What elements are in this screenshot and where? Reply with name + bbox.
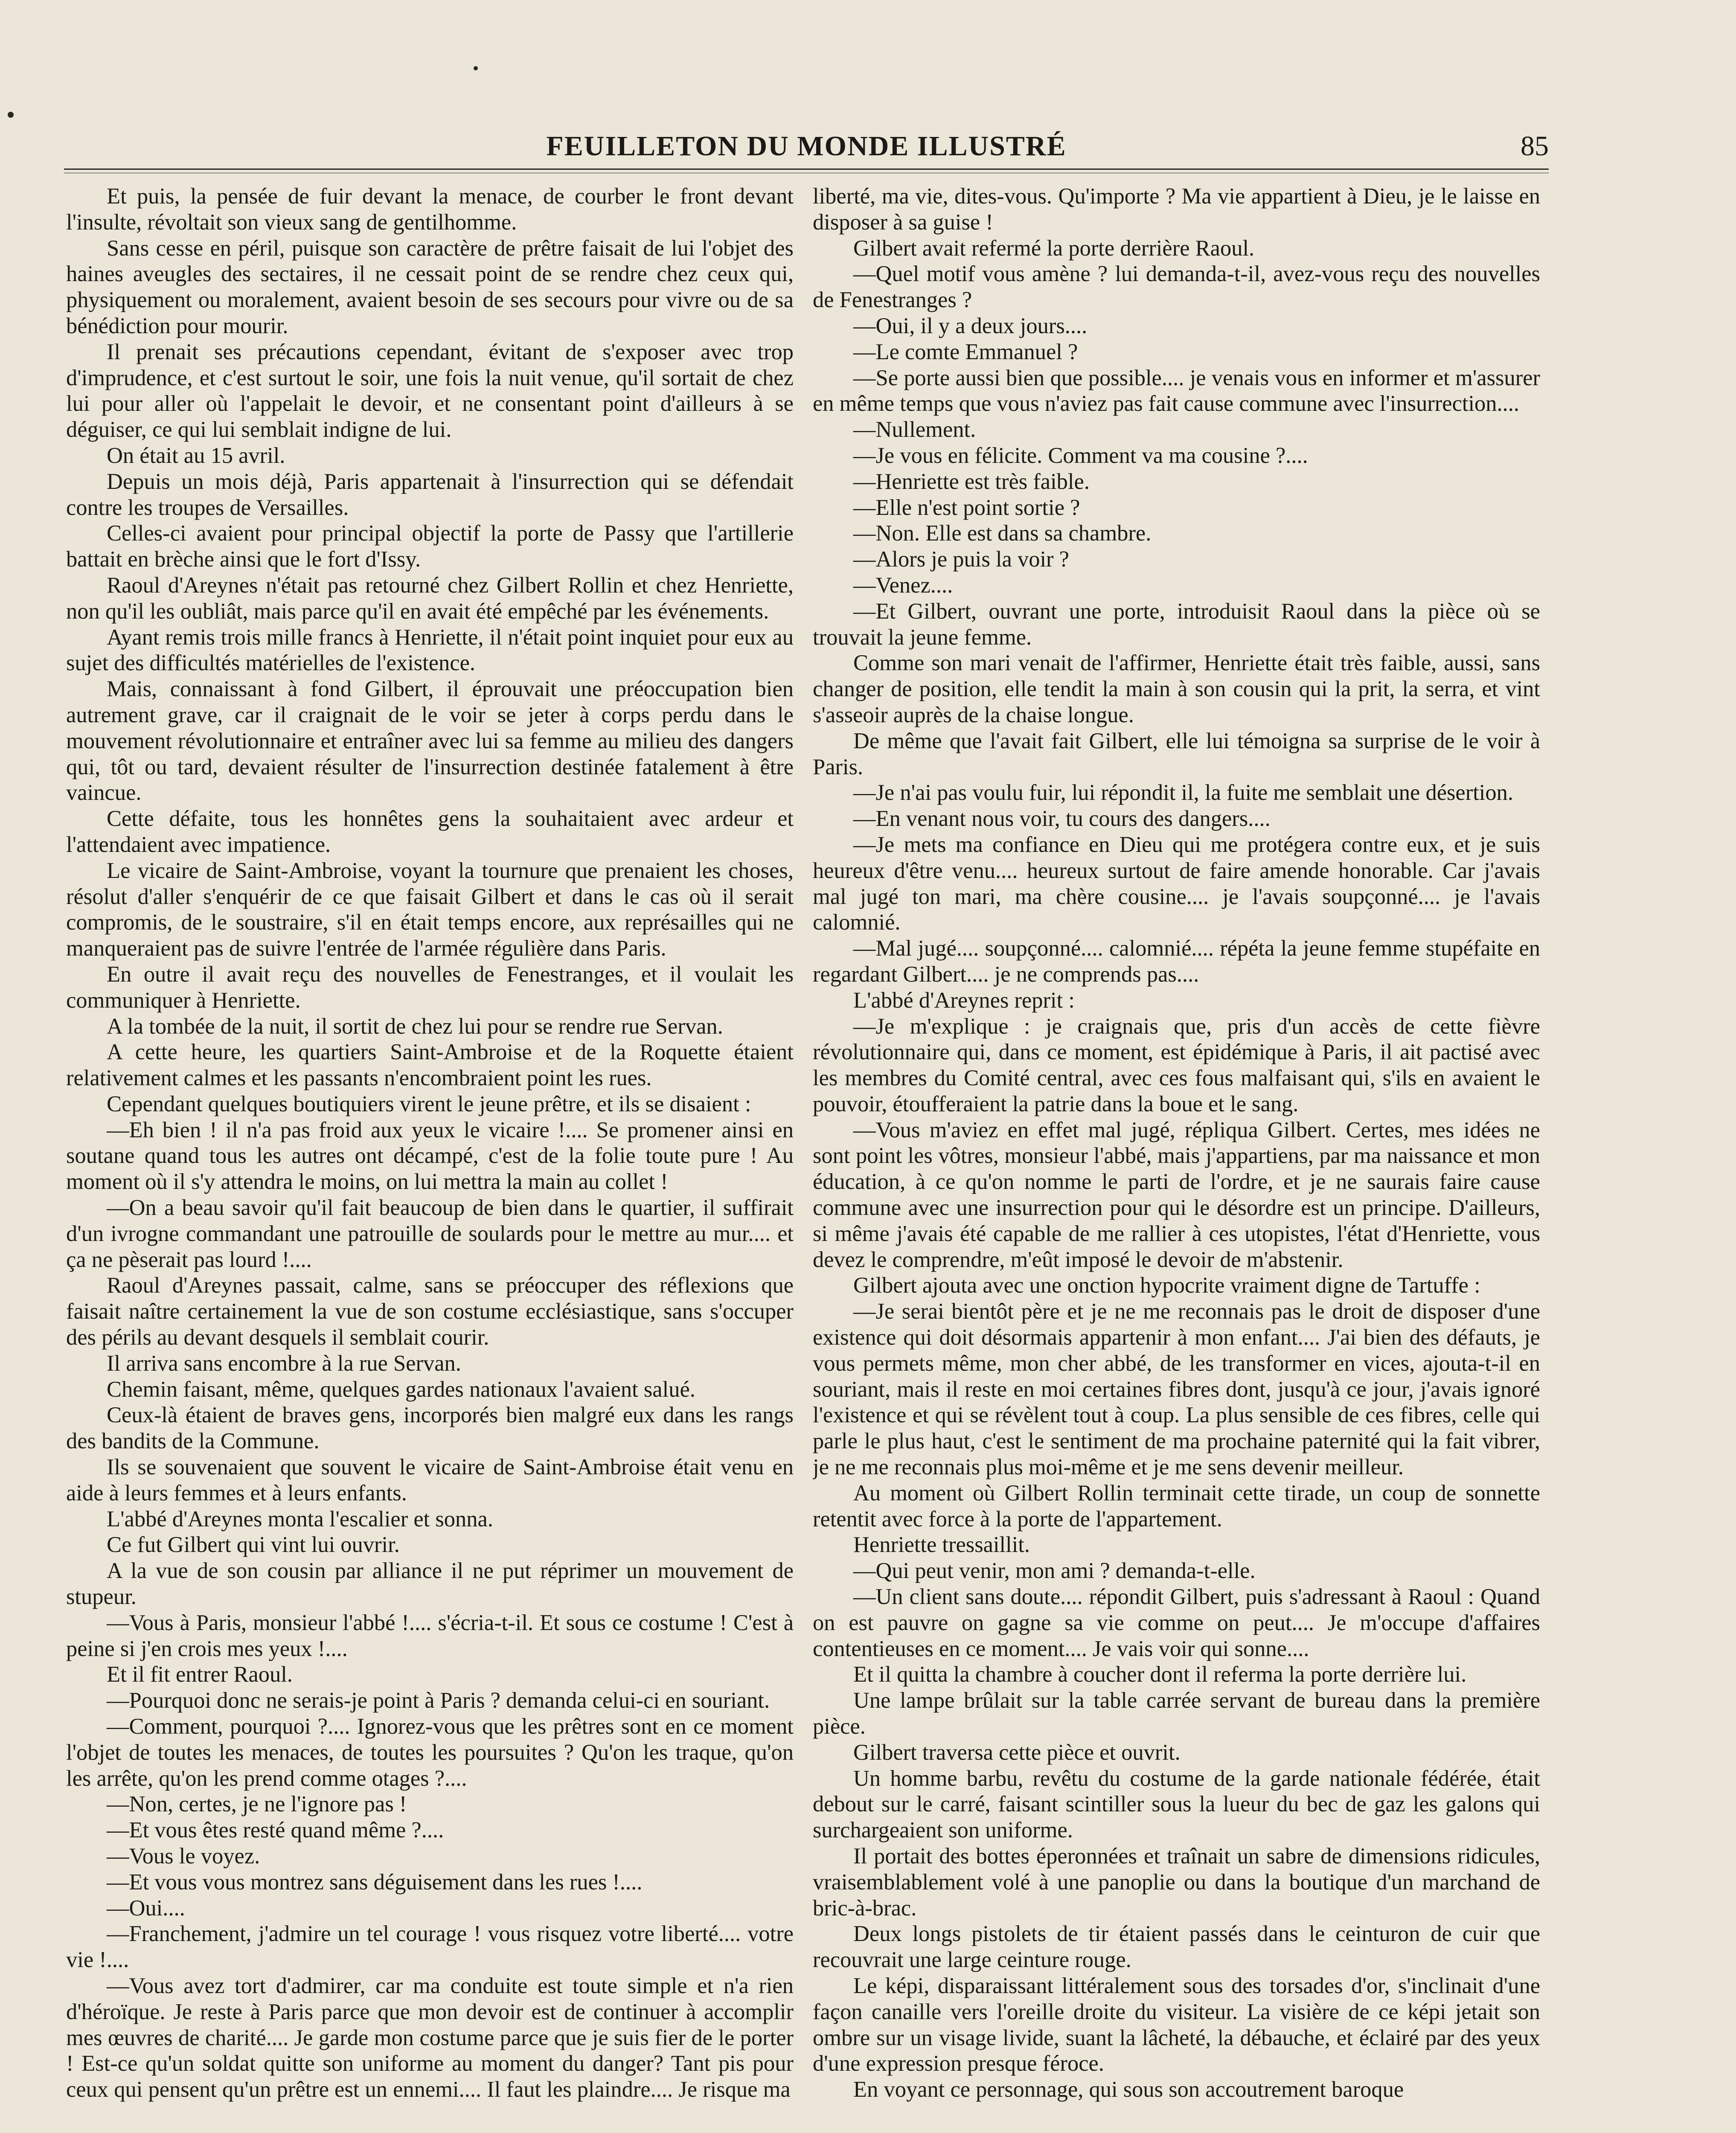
paragraph: Le képi, disparaissant littéralement sous des torsades d'or, s'inclinait d'une façon canaille vers l'oreille droite du visiteur. La visière de ce képi jetait son ombre sur un visage livide, suant la lâcheté, la débauche, et éclairé par des yeux d'une expression presque féroce. xyxy=(813,1973,1540,2076)
paragraph: —Je serai bientôt père et je ne me reconnais pas le droit de disposer d'une existence qui doit désormais appartenir à mon enfant.... J'ai bien des défauts, je vous permets même, mon cher abbé, de les transformer en vices, ajouta-t-il en souriant, mais il reste en moi certaines fibres dont, jusqu'à ce jour, j'avais ignoré l'existence et qui se révèlent tout à coup. La plus sensible de ces fibres, celle qui parle le plus haut, c'est le sentiment de ma prochaine paternité qui la fait vibrer, je ne me reconnais plus moi-même et je me sens devenir meilleur. xyxy=(813,1299,1540,1480)
paragraph: Ayant remis trois mille francs à Henriette, il n'était point inquiet pour eux au sujet des difficultés matérielles de l'existence. xyxy=(66,625,794,676)
paragraph: Sans cesse en péril, puisque son caractère de prêtre faisait de lui l'objet des haines aveugles des sectaires, il ne cessait point de se rendre chez ceux qui, physiquement ou moralement, avaient besoin de ses secours pour vivre ou de sa bénédiction pour mourir. xyxy=(66,235,794,338)
paragraph: Et il fit entrer Raoul. xyxy=(107,1662,293,1687)
page-number: 85 xyxy=(1521,131,1549,162)
paragraph: —Je mets ma confiance en Dieu qui me protégera contre eux, et je suis heureux d'être venu.... heureux surtout de faire amende honorable. Car j'avais mal jugé ton mari, ma chère cousine.... je l'avais soupçonné.... je l'avais calomnié. xyxy=(813,832,1540,935)
paragraph: —Vous le voyez. xyxy=(107,1844,260,1869)
paragraph: Mais, connaissant à fond Gilbert, il éprouvait une préoccupation bien autrement grave, car il craignait de le voir se jeter à corps perdu dans le mouvement révolutionnaire et entraîner avec lui sa femme au milieu des dangers qui, tôt ou tard, devaient résulter de l'insurrection destinée fatalement à être vaincue. xyxy=(66,677,794,805)
paragraph: Gilbert ajouta avec une onction hypocrite vraiment digne de Tartuffe : xyxy=(853,1273,1480,1298)
paragraph: liberté, ma vie, dites-vous. Qu'importe ? Ma vie appartient à Dieu, je le laisse en disposer à sa guise ! xyxy=(813,184,1540,235)
paragraph: Comme son mari venait de l'affirmer, Henriette était très faible, aussi, sans changer de position, elle tendit la main à son cousin qui la prit, la serra, et vint s'asseoir auprès de la chaise longue. xyxy=(813,651,1540,727)
paragraph: —Qui peut venir, mon ami ? demanda-t-elle. xyxy=(853,1558,1256,1584)
paragraph: Le vicaire de Saint-Ambroise, voyant la tournure que prenaient les choses, résolut d'aller s'enquérir de ce que faisait Gilbert et dans le cas où il serait compromis, de le soustraire, s'il en était temps encore, aux représailles qui ne manqueraient pas de suivre l'entrée de l'armée régulière dans Paris. xyxy=(66,858,794,961)
paragraph: —Le comte Emmanuel ? xyxy=(853,339,1078,364)
paragraph: —Oui.... xyxy=(107,1895,185,1921)
paragraph: En voyant ce personnage, qui sous son accoutrement baroque xyxy=(853,2077,1404,2102)
left-column xyxy=(66,183,794,2133)
paragraph: Ce fut Gilbert qui vint lui ouvrir. xyxy=(107,1532,400,1558)
ink-speck xyxy=(8,112,14,118)
paragraph: Il portait des bottes éperonnées et traînait un sabre de dimensions ridicules, vraisemblablement volé à une panoplie ou dans la boutique d'un marchand de bric-à-brac. xyxy=(813,1844,1540,1921)
paragraph: Cette défaite, tous les honnêtes gens la souhaitaient avec ardeur et l'attendaient avec impatience. xyxy=(66,806,794,857)
paragraph: L'abbé d'Areynes monta l'escalier et sonna. xyxy=(107,1506,493,1531)
paragraph: Gilbert traversa cette pièce et ouvrit. xyxy=(853,1740,1181,1765)
paragraph: On était au 15 avril. xyxy=(107,443,285,468)
paragraph: —Et vous êtes resté quand même ?.... xyxy=(107,1818,444,1843)
paragraph: Raoul d'Areynes n'était pas retourné chez Gilbert Rollin et chez Henriette, non qu'il les oubliât, mais parce qu'il en avait été empêché par les événements. xyxy=(66,572,794,624)
paragraph: —Alors je puis la voir ? xyxy=(853,547,1069,572)
paragraph: A cette heure, les quartiers Saint-Ambroise et de la Roquette étaient relativement calmes et les passants n'encombraient point les rues. xyxy=(66,1040,794,1091)
paragraph: En outre il avait reçu des nouvelles de Fenestranges, et il voulait les communiquer à Henriette. xyxy=(66,962,794,1013)
paragraph: Ceux-là étaient de braves gens, incorporés bien malgré eux dans les rangs des bandits de la Commune. xyxy=(66,1403,794,1454)
paragraph: —Franchement, j'admire un tel courage ! vous risquez votre liberté.... votre vie !.... xyxy=(66,1921,794,1973)
paragraph: —Quel motif vous amène ? lui demanda-t-il, avez-vous reçu des nouvelles de Fenestranges ? xyxy=(813,262,1540,313)
paragraph: —Vous avez tort d'admirer, car ma conduite est toute simple et n'a rien d'héroïque. Je reste à Paris parce que mon devoir est de continuer à accomplir mes œuvres de charité.... Je garde mon costume parce que je suis fier de le porter ! Est-ce qu'un soldat quitte son uniforme au moment du danger? Tant pis pour ceux qui pensent qu'un prêtre est un ennemi.... Il faut les plaindre.... Je risque ma xyxy=(66,1973,794,2102)
paragraph: —On a beau savoir qu'il fait beaucoup de bien dans le quartier, il suffirait d'un ivrogne commandant une patrouille de soulards pour le mettre au mur.... et ça ne pèserait pas lourd !.... xyxy=(66,1195,794,1272)
paragraph: Raoul d'Areynes passait, calme, sans se préoccuper des réflexions que faisait naître certainement la vue de son costume ecclésiastique, sans s'occuper des périls au devant desquels il semblait courir. xyxy=(66,1273,794,1350)
paragraph: —Je n'ai pas voulu fuir, lui répondit il, la fuite me semblait une désertion. xyxy=(853,780,1514,805)
ink-speck xyxy=(474,66,478,70)
paragraph: Et puis, la pensée de fuir devant la menace, de courber le front devant l'insulte, révoltait son vieux sang de gentilhomme. xyxy=(66,184,794,235)
paragraph: —Elle n'est point sortie ? xyxy=(853,495,1080,520)
header-rule xyxy=(64,169,1549,170)
paragraph: Et il quitta la chambre à coucher dont il referma la porte derrière lui. xyxy=(853,1662,1467,1687)
paragraph: —En venant nous voir, tu cours des dangers.... xyxy=(853,806,1271,831)
paragraph: —Je vous en félicite. Comment va ma cousine ?.... xyxy=(853,443,1308,468)
paragraph: Ils se souvenaient que souvent le vicaire de Saint-Ambroise était venu en aide à leurs femmes et à leurs enfants. xyxy=(66,1455,794,1505)
running-title: FEUILLETON DU MONDE ILLUSTRÉ xyxy=(546,131,1067,162)
paragraph: Il arriva sans encombre à la rue Servan. xyxy=(107,1351,461,1376)
paragraph: —Henriette est très faible. xyxy=(853,469,1090,494)
paragraph: Il prenait ses précautions cependant, évitant de s'exposer avec trop d'imprudence, et c'est surtout le soir, une fois la nuit venue, qu'il sortait de chez lui pour aller où l'appelait le devoir, et ne consentant point d'ailleurs à se déguiser, ce qui lui semblait indigne de lui. xyxy=(66,339,794,442)
paragraph: Une lampe brûlait sur la table carrée servant de bureau dans la première pièce. xyxy=(813,1688,1540,1739)
paragraph: —Vous m'aviez en effet mal jugé, répliqua Gilbert. Certes, mes idées ne sont point les vôtres, monsieur l'abbé, mais j'appartiens, par ma naissance et mon éducation, à ce qu'on nomme le parti de l'ordre, et je ne saurais faire cause commune avec une insurrection pour qui le désordre est un principe. D'ailleurs, si même j'avais été capable de me rallier à ces utopistes, l'état d'Henriette, vous devez le comprendre, m'eût imposé le devoir de m'abstenir. xyxy=(813,1117,1540,1272)
paragraph: —Oui, il y a deux jours.... xyxy=(853,313,1088,338)
paragraph: A la vue de son cousin par alliance il ne put réprimer un mouvement de stupeur. xyxy=(66,1558,794,1610)
paragraph: —Non. Elle est dans sa chambre. xyxy=(853,521,1152,546)
paragraph: —Venez.... xyxy=(853,572,953,598)
paragraph: Cependant quelques boutiquiers virent le jeune prêtre, et ils se disaient : xyxy=(107,1091,751,1116)
paragraph: —Un client sans doute.... répondit Gilbert, puis s'adressant à Raoul : Quand on est pauvre on gagne sa vie comme on peut.... Je m'occupe d'affaires contentieuses en ce moment.... Je vais voir qui sonne.... xyxy=(813,1584,1540,1661)
paragraph: —Comment, pourquoi ?.... Ignorez-vous que les prêtres sont en ce moment l'objet de toutes les menaces, de toutes les poursuites ? Qu'on les traque, qu'on les arrête, qu'on les prend comme otages ?.... xyxy=(66,1714,794,1791)
paragraph: L'abbé d'Areynes reprit : xyxy=(853,988,1075,1013)
paragraph: Au moment où Gilbert Rollin terminait cette tirade, un coup de sonnette retentit avec force à la porte de l'appartement. xyxy=(813,1480,1540,1531)
paragraph: —Mal jugé.... soupçonné.... calomnié.... répéta la jeune femme stupéfaite en regardant Gilbert.... je ne comprends pas.... xyxy=(813,936,1540,987)
paragraph: —Non, certes, je ne l'ignore pas ! xyxy=(107,1792,407,1817)
page-header xyxy=(64,128,1549,166)
paragraph: —Se porte aussi bien que possible.... je venais vous en informer et m'assurer en même temps que vous n'aviez pas fait cause commune avec l'insurrection.... xyxy=(813,365,1540,416)
paragraph: —Et vous vous montrez sans déguisement dans les rues !.... xyxy=(107,1869,643,1895)
paragraph: Un homme barbu, revêtu du costume de la garde nationale fédérée, était debout sur le carré, faisant scintiller sous la lueur du bec de gaz les galons qui surchargeaient son uniforme. xyxy=(813,1766,1540,1843)
paragraph: —Pourquoi donc ne serais-je point à Paris ? demanda celui-ci en souriant. xyxy=(107,1688,770,1713)
paragraph: Chemin faisant, même, quelques gardes nationaux l'avaient salué. xyxy=(107,1377,695,1402)
paragraph: Gilbert avait refermé la porte derrière Raoul. xyxy=(853,235,1255,261)
paragraph: De même que l'avait fait Gilbert, elle lui témoigna sa surprise de le voir à Paris. xyxy=(813,728,1540,779)
paragraph: —Nullement. xyxy=(853,417,976,442)
paragraph: —Eh bien ! il n'a pas froid aux yeux le vicaire !.... Se promener ainsi en soutane quand tous les autres ont décampé, c'est de la folie toute pure ! Au moment où il s'y attendra le moins, on lui mettra la main au collet ! xyxy=(66,1117,794,1194)
paragraph: Deux longs pistolets de tir étaient passés dans le ceinturon de cuir que recouvrait une large ceinture rouge. xyxy=(813,1921,1540,1973)
paragraph: Depuis un mois déjà, Paris appartenait à l'insurrection qui se défendait contre les troupes de Versailles. xyxy=(66,469,794,520)
paragraph: —Et Gilbert, ouvrant une porte, introduisit Raoul dans la pièce où se trouvait la jeune femme. xyxy=(813,599,1540,650)
right-column xyxy=(813,183,1540,2133)
paragraph: A la tombée de la nuit, il sortit de chez lui pour se rendre rue Servan. xyxy=(107,1014,723,1039)
paragraph: Celles-ci avaient pour principal objectif la porte de Passy que l'artillerie battait en brèche ainsi que le fort d'Issy. xyxy=(66,521,794,572)
paragraph: —Je m'explique : je craignais que, pris d'un accès de cette fièvre révolutionnaire qui, dans ce moment, est épidémique à Paris, il ait pactisé avec les membres du Comité central, avec ces fous malfaisant qui, s'ils en avaient le pouvoir, étoufferaient la patrie dans la boue et le sang. xyxy=(813,1014,1540,1116)
paragraph: Henriette tressaillit. xyxy=(853,1532,1030,1558)
paragraph: —Vous à Paris, monsieur l'abbé !.... s'écria-t-il. Et sous ce costume ! C'est à peine si j'en crois mes yeux !.... xyxy=(66,1610,794,1661)
